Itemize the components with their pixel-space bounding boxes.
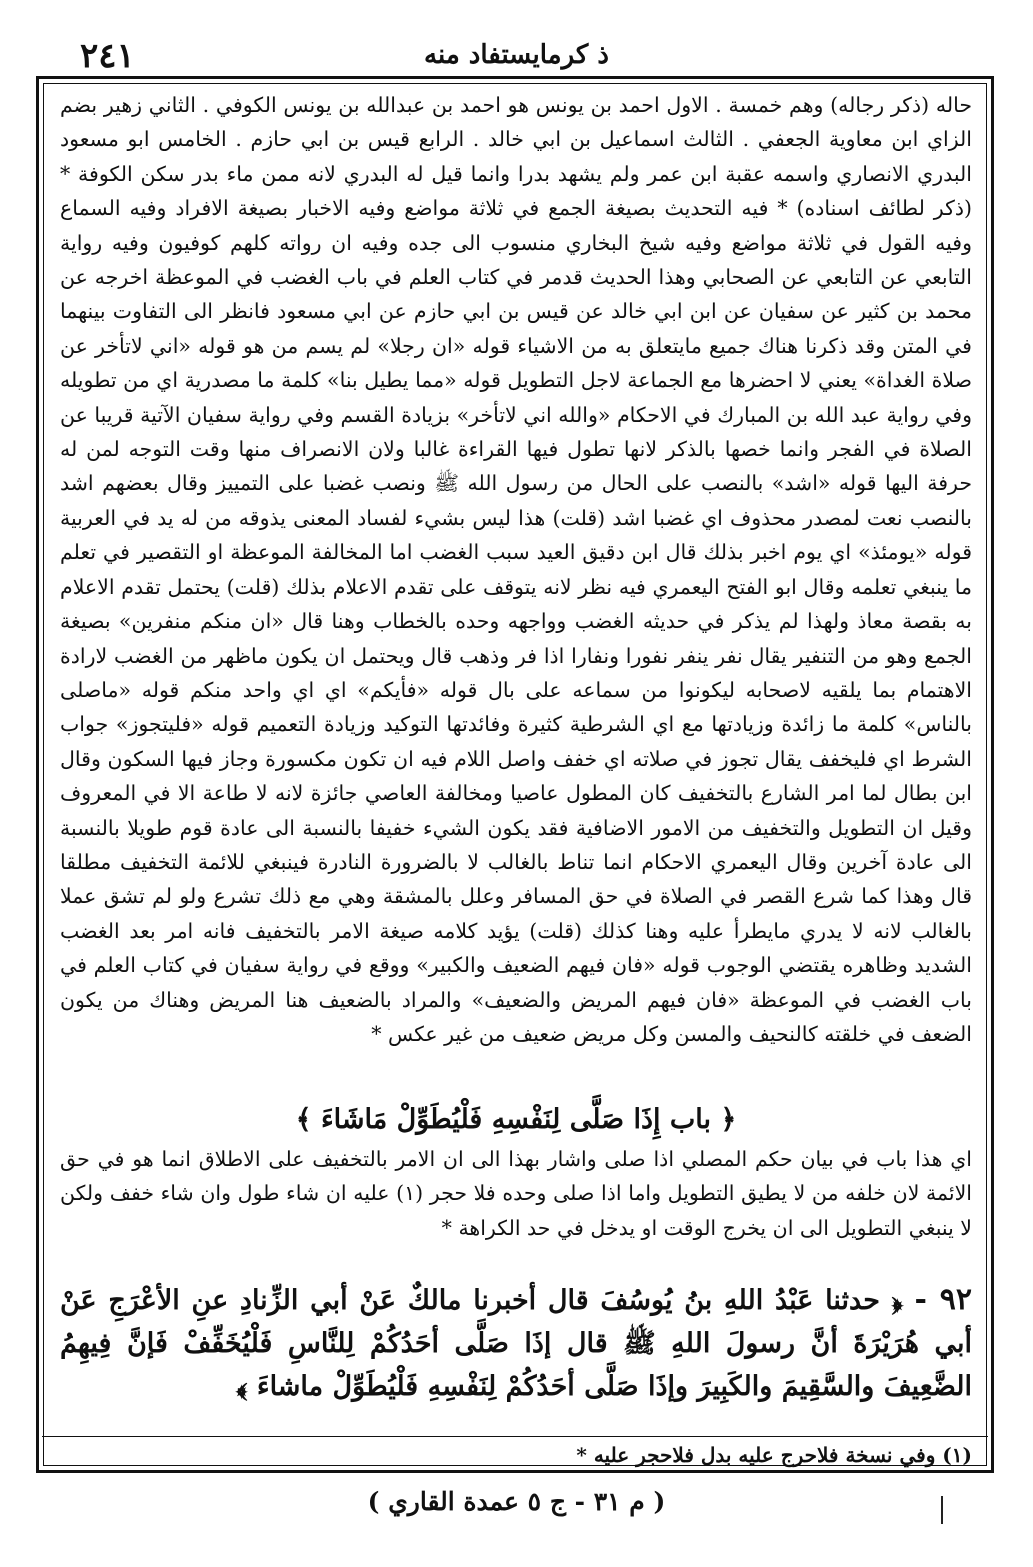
commentary-body — [60, 88, 972, 1051]
running-head — [0, 34, 1033, 74]
hadith-text: ﴿ حدثنا عَبْدُ اللهِ بنُ يُوسُفَ قال أخبرنا مالكٌ عَنْ أبي الزِّنادِ عنِ الأعْرَجِ عَنْ أبي هُرَيْرَةَ أنَّ رسولَ اللهِ ﷺ قال إذَا صَلَّى أحَدُكُمْ لِلنَّاسِ فَلْيُخَفِّفْ فَإنَّ فِيهِمُ الضَّعِيفَ والسَّقِيمَ والكَبِيرَ وإذَا صَلَّى أحَدُكُمْ لِنَفْسِهِ فَلْيُطَوِّلْ ماشاءَ ﴾ — [60, 1285, 972, 1402]
running-title: ذ كرمايستفاد منه — [424, 40, 609, 70]
hadith-block — [60, 1278, 972, 1408]
margin-mark — [941, 1496, 943, 1524]
commentary-paragraph: حاله (ذكر رجاله) وهم خمسة . الاول احمد بن يونس هو احمد بن عبدالله بن يونس الكوفي . الثاني زهير بضم الزاي ابن معاوية الجعفي . الثالث اسماعيل بن ابي خالد . الرابع قيس بن ابي حازم . الخامس ابو مسعود البدري الانصاري واسمه عقبة ابن عمر ولم يشهد بدرا وانما قيل له البدري لانه ممن ماء بدر سكن الكوفة * (ذكر لطائف اسناده) * فيه التحديث بصيغة الجمع في ثلاثة مواضع وفيه الاخبار بصيغة الافراد وفيه السماع وفيه القول في ثلاثة مواضع وفيه شيخ البخاري منسوب الى جده وفيه ان رواته كلهم كوفيون وفيه رواية التابعي عن التابعي عن الصحابي وهذا الحديث قدمر في كتاب العلم في باب الغضب في الموعظة اخرجه عن محمد بن كثير عن سفيان عن ابن ابي خالد عن قيس بن ابي حازم عن ابي مسعود فانظر الى التفاوت بينهما في المتن وقد ذكرنا هناك جميع مايتعلق به من الاشياء قوله «ان رجلا» لم يسم من هو قوله «اني لاتأخر عن صلاة الغداة» يعني لا احضرها مع الجماعة لاجل التطويل قوله «مما يطيل بنا» كلمة ما مصدرية اي من تطويله وفي رواية عبد الله بن المبارك في الاحكام «والله اني لاتأخر» بزيادة القسم وفي رواية سفيان الآتية قريبا عن الصلاة في الفجر وانما خصها بالذكر لانها تطول فيها القراءة غالبا ولان الانصراف منها وقت التوجه لمن له حرفة اليها قوله «اشد» بالنصب على الحال من رسول الله ﷺ ونصب غضبا على التمييز وقال بعضهم اشد بالنصب نعت لمصدر محذوف اي غضبا اشد (قلت) هذا ليس بشيء لفساد المعنى يذوقه من له يد في العربية قوله «يومئذ» اي يوم اخبر بذلك قال ابن دقيق العيد سبب الغضب اما المخالفة الموعظة او التقصير في تعلم ما ينبغي تعلمه وقال ابو الفتح اليعمري فيه نظر لانه يتوقف على تقدم الاعلام بذلك (قلت) يحتمل تقدم الاعلام به بقصة معاذ ولهذا لم يذكر في حديثه الغضب وواجهه وحده بالخطاب وهنا قال «ان منكم منفرين» بصيغة الجمع وهو من التنفير يقال نفر ينفر نفورا ونفارا اذا فر وذهب قال ويحتمل ان يكون ماظهر من الغضب لارادة الاهتمام بما يلقيه لاصحابه ليكونوا من سماعه على بال قوله «فأيكم» اي اي واحد منكم قوله «ماصلى بالناس» كلمة ما زائدة وزيادتها مع اي الشرطية كثيرة وفائدتها التوكيد وزيادة التعميم قوله «فليتجوز» جواب الشرط اي فليخفف يقال تجوز في صلاته اي خفف واصل اللام فيه ان تكون مكسورة وجاز فيها السكون وقال ابن بطال لما امر الشارع بالتخفيف كان المطول عاصيا ومخالفة العاصي جائزة لانه لا طاعة الا في المعروف وقيل ان التطويل والتخفيف من الامور الاضافية فقد يكون الشيء خفيفا بالنسبة الى عادة قوم طويلا بالنسبة الى عادة آخرين وقال اليعمري الاحكام انما تناط بالغالب لا بالضرورة النادرة فينبغي للائمة التخفيف مطلقا قال وهذا كما شرع القصر في الصلاة في حق المسافر وعلل بالمشقة وهي مع ذلك تشرع ولو لم تشق عملا بالغالب لانه لا يدري مايطرأ عليه وهنا كذلك (قلت) يؤيد كلامه صيغة الامر بالتخفيف فانه امر بعد الغضب الشديد وظاهره يقتضي الوجوب قوله «فان فيهم الضعيف والكبير» ووقع في رواية سفيان في كتاب العلم في باب الغضب في الموعظة «فان فيهم المريض والضعيف» والمراد بالضعيف هنا المريض وهناك من يكون الضعف في خلقته كالنحيف والمسن وكل مريض ضعيف من غير عكس * — [60, 93, 972, 1046]
hadith-text-line — [60, 1278, 972, 1408]
chapter-explanation-text: اي هذا باب في بيان حكم المصلي اذا صلى واشار بهذا الى ان الامر بالتخفيف على الاطلاق انما هو في حق الائمة لان خلفه من لا يطيق التطويل واما اذا صلى وحده فلا حجر (١) عليه ان شاء طول وان شاء خفف ولكن لا ينبغي التطويل الى ان يخرج الوقت او يدخل في حد الكراهة * — [60, 1147, 972, 1240]
footnote-divider — [42, 1436, 988, 1437]
chapter-explanation — [60, 1142, 972, 1245]
hadith-number: ٩٢ - — [914, 1282, 973, 1317]
footnote: (١) وفي نسخة فلاحرج عليه بدل فلاحجر عليه * — [576, 1443, 972, 1467]
page-number: ٢٤١ — [80, 36, 135, 76]
page-signature: ( م ٣١ - ج ٥ عمدة القاري ) — [367, 1487, 666, 1516]
chapter-heading: ﴿ باب إِذَا صَلَّى لِنَفْسِهِ فَلْيُطَوِّلْ مَاشَاءَ ﴾ — [295, 1104, 737, 1135]
